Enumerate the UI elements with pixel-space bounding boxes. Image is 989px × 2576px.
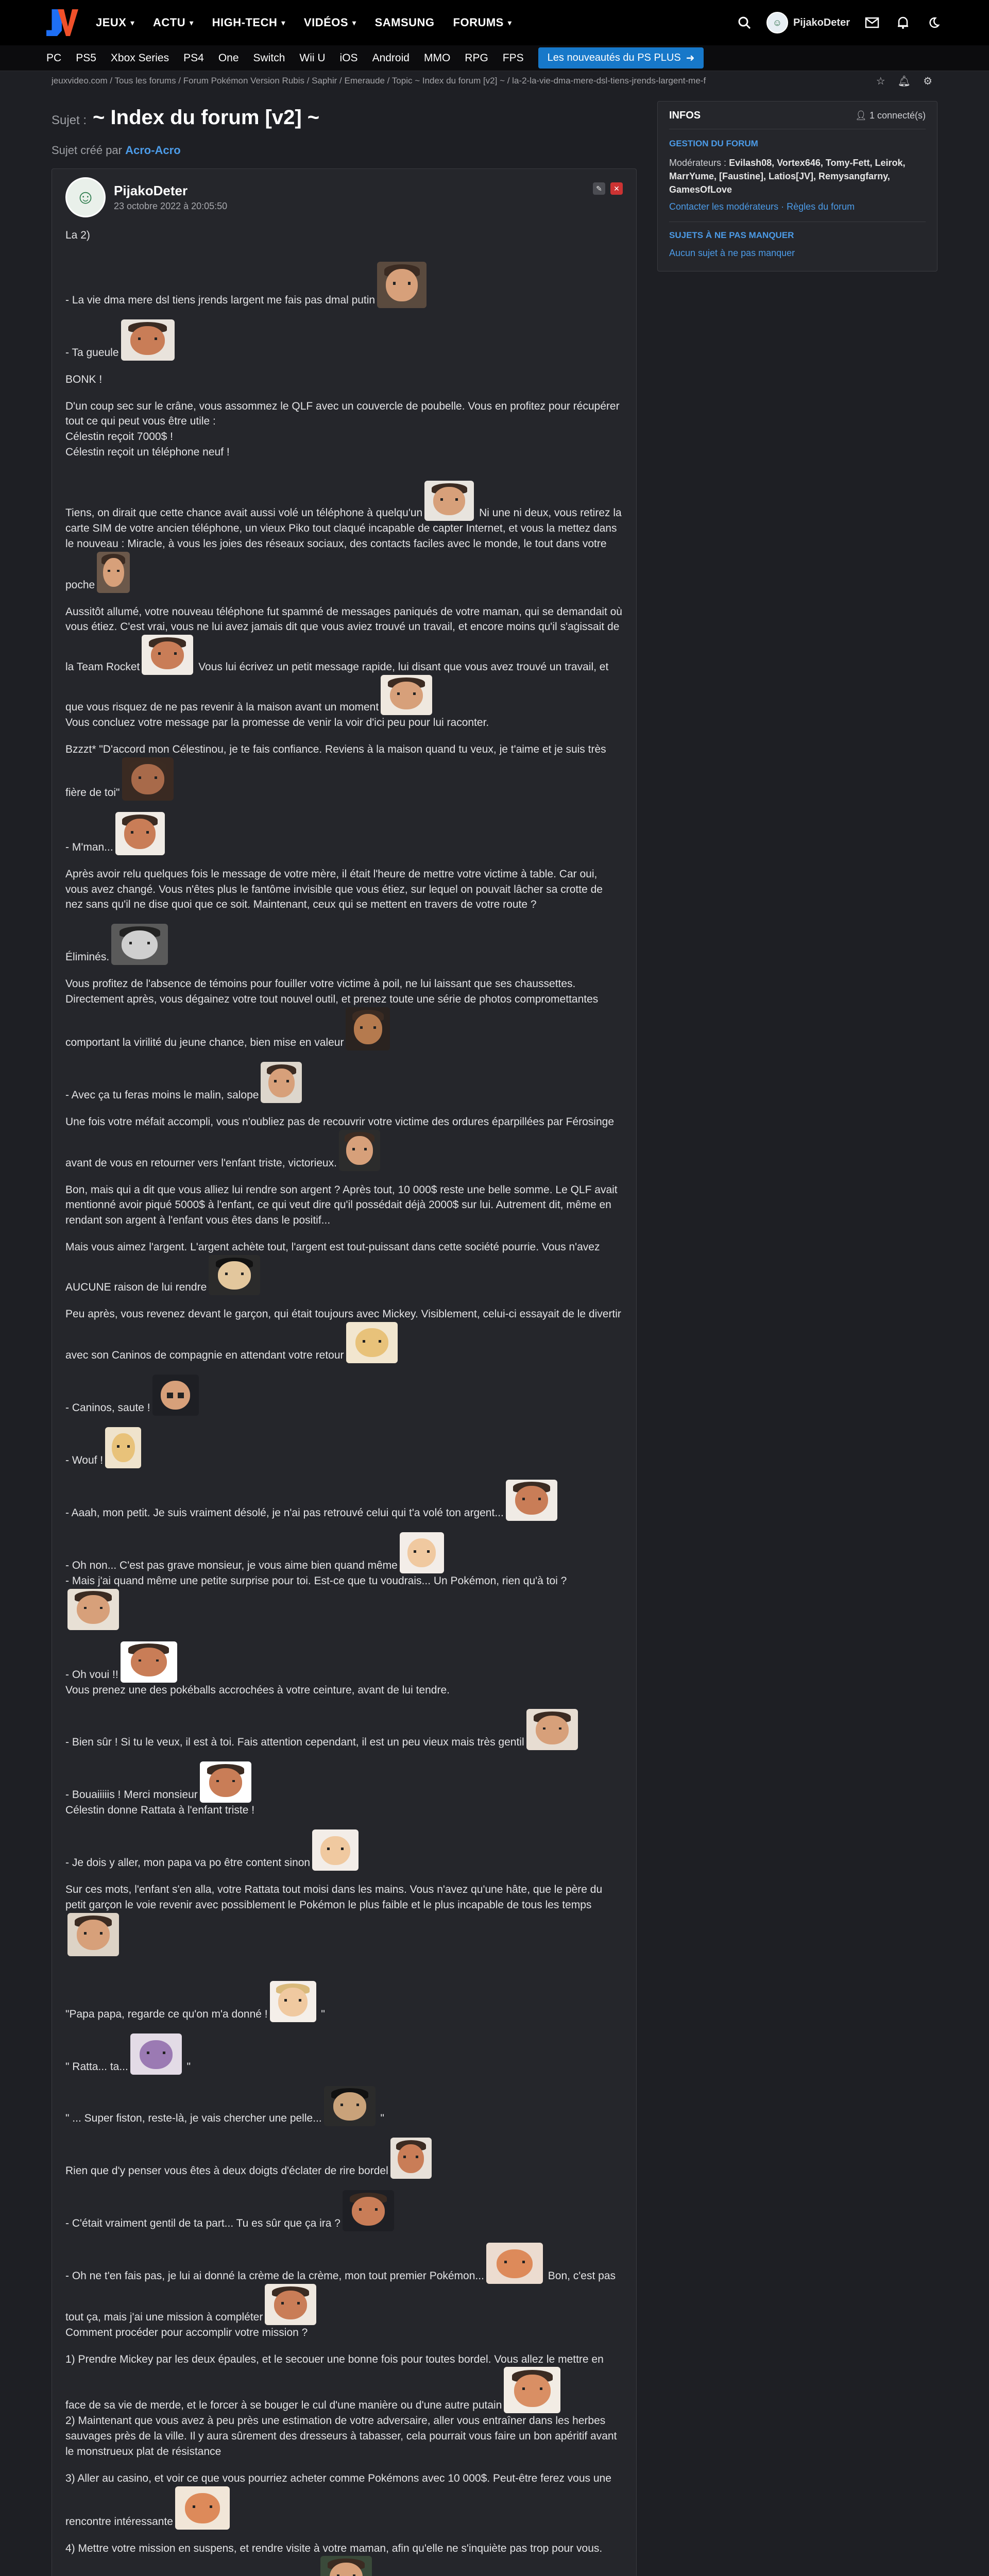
post-line: - C'était vraiment gentil de ta part... Tu es sûr que ça ira ? — [65, 2190, 623, 2231]
delete-icon[interactable]: ✕ — [610, 182, 623, 195]
post-line: Vous concluez votre message par la promesse de venir la voir d'ici peu pour lui raconter. — [65, 717, 489, 729]
top-navbar — [0, 0, 989, 45]
post-line: - Oh voui !! — [65, 1641, 623, 1683]
post-line: - Aaah, mon petit. Je suis vraiment désolé, je n'ai pas retrouvé celui qui t'a volé ton argent... — [65, 1480, 623, 1521]
ps-plus-promo-label: Les nouveautés du PS PLUS — [547, 52, 681, 63]
sticker-image — [424, 481, 474, 521]
moderators-list: Modérateurs : Evilash08, Vortex646, Tomy-Fett, Leirok, MarrYume, [Faustine], Latios[JV], Remysangfarny, GamesOfLove — [669, 158, 906, 195]
forum-management-heading: GESTION DU FORUM — [669, 139, 758, 148]
post-line: Bon, mais qui a dit que vous alliez lui rendre son argent ? Après tout, 10 000$ reste une belle somme. Le QLF avait mentionné avoir piqué 5000$ à l'enfant, ce qui veut dire qu'il possédait déjà 2000$ sur lui. Autrement dit, même en rendant son argent à l'enfant vous êtes dans le positif... — [65, 1183, 618, 1227]
post-line: Sur ces mots, l'enfant s'en alla, votre Rattata tout moisi dans les mains. Vous n'avez qu'une hâte, que le père du petit garçon le voie revenir avec possiblement le Pokémon le plus faible et le plus incapable de tous les temps — [65, 1882, 623, 1956]
sticker-image — [261, 1062, 302, 1103]
created-by-user[interactable]: Acro-Acro — [125, 144, 181, 157]
post-line: - La vie dma mere dsl tiens jrends largent me fais pas dmal putin — [65, 262, 623, 308]
post-line: - Bouaiiiiis ! Merci monsieur — [65, 1761, 623, 1803]
edit-icon[interactable]: ✎ — [593, 182, 605, 195]
platform-navbar — [0, 45, 989, 71]
sticker-image — [152, 1375, 199, 1416]
chevron-down-icon: ▾ — [130, 18, 135, 27]
arrow-right-icon: ➜ — [686, 53, 695, 64]
post-line: Célestin reçoit 7000$ ! — [65, 431, 173, 443]
post-line: 3) Aller au casino, et voir ce que vous pourriez acheter comme Pokémons avec 10 000$. Peut-être ferez vous une rencontre intéressante — [65, 2471, 623, 2530]
post-author[interactable]: PijakoDeter — [114, 183, 188, 198]
platform-android[interactable]: Android — [372, 52, 410, 64]
chevron-down-icon: ▾ — [190, 18, 194, 27]
nav-actu[interactable]: ACTU ▾ — [153, 16, 194, 29]
sticker-image — [526, 1709, 578, 1750]
post-body — [65, 228, 623, 2576]
platform-pc[interactable]: PC — [46, 52, 62, 64]
post-line: Peu après, vous revenez devant le garçon, qui était toujours avec Mickey. Visiblement, celui-ci essayait de le divertir avec son Caninos de compagnie en attendant votre retour — [65, 1307, 623, 1363]
breadcrumb-row — [0, 71, 989, 91]
post-line: Célestin donne Rattata à l'enfant triste ! — [65, 1804, 255, 1817]
sidebar — [657, 101, 937, 272]
platform-xbox-series[interactable]: Xbox Series — [110, 52, 169, 64]
post-line: D'un coup sec sur le crâne, vous assommez le QLF avec un couvercle de poubelle. Vous en profitez pour récupérer tout ce qui peut vous être utile : — [65, 400, 620, 428]
must-see-empty: Aucun sujet à ne pas manquer — [669, 248, 795, 259]
topic-title-row — [52, 106, 637, 129]
platform-ps5[interactable]: PS5 — [76, 52, 96, 64]
post-line: - Oh ne t'en fais pas, je lui ai donné la crème de la crème, mon tout premier Pokémon... Bon, c'est pas tout ça, mais j'ai une mission à compléter — [65, 2243, 623, 2325]
post-line: Mais vous aimez l'argent. L'argent achète tout, l'argent est tout-puissant dans cette société pourrie. Vous n'avez AUCUNE raison de lui rendre — [65, 1240, 623, 1295]
nav-samsung[interactable]: SAMSUNG — [374, 16, 435, 29]
sticker-image — [67, 1913, 119, 1956]
subject-label: Sujet : — [52, 113, 87, 127]
platform-ps4[interactable]: PS4 — [183, 52, 204, 64]
platform-one[interactable]: One — [218, 52, 239, 64]
sticker-image — [122, 757, 174, 801]
nav-jeux[interactable]: JEUX ▾ — [96, 16, 135, 29]
post-line: Vous prenez une des pokéballs accrochées à votre ceinture, avant de lui tendre. — [65, 1684, 450, 1696]
sticker-image — [200, 1761, 251, 1803]
platform-fps[interactable]: FPS — [502, 52, 524, 64]
chevron-down-icon: ▾ — [352, 18, 356, 27]
nav-videos[interactable]: VIDÉOS ▾ — [303, 16, 356, 29]
breadcrumb[interactable]: jeuxvideo.com / Tous les forums / Forum Pokémon Version Rubis / Saphir / Emeraude / Topic ~ Index du forum [v2] ~ / la-2-la-vie-dma-mere-dsl-tiens-jrends-largent-me-f — [52, 76, 706, 86]
post-line: Tiens, on dirait que cette chance avait aussi volé un téléphone à quelqu'un Ni une ni deux, vous retirez la carte SIM de votre ancien téléphone, un vieux Piko tout claqué incapable de capter Internet, et vous la mettez dans le nouveau : Miracle, à vous les joies des réseaux sociaux, des contacts faciles avec le monde, le tout dans votre poche — [65, 481, 623, 593]
infos-panel — [657, 101, 937, 272]
post-line: BONK ! — [65, 373, 103, 385]
sticker-image — [506, 1480, 557, 1521]
post-line: La 2) — [65, 229, 90, 241]
sticker-image — [67, 1589, 119, 1630]
topic-main — [52, 91, 637, 2576]
chevron-down-icon: ▾ — [281, 18, 285, 27]
post-line: 2) Maintenant que vous avez à peu près une estimation de votre adversaire, aller vous entraîner dans les herbes sauvages près de la ville. Il y aura sûrement des dresseurs à tabasser, cela pourrait vous faire un bon apéritif avant le monstrueux plat de résistance — [65, 2415, 617, 2458]
infos-title: INFOS — [669, 110, 701, 121]
post-line: Vous profitez de l'absence de témoins pour fouiller votre victime à poil, ne lui laissant que ses chaussettes. Directement après, vous dégainez votre tout nouvel outil, et prenez toute une série de photos compromettantes comportant la virilité du jeune chance, bien mise en valeur — [65, 976, 623, 1050]
sticker-image — [324, 2086, 376, 2126]
sticker-image — [312, 1829, 359, 1871]
post-line: Aussitôt allumé, votre nouveau téléphone fut spammé de messages paniqués de votre maman, qui se demandait où vous étiez. C'est vrai, vous ne lui avez jamais dit que vous aviez trouvé un travail, et encore moins qu'il s'agissait de la Team Rocket Vous lui écrivez un petit message rapide, lui disant que vous avez trouvé un travail, et que vous risquez de ne pas revenir à la maison avant un moment — [65, 604, 623, 716]
sticker-image — [111, 924, 168, 965]
post-line: Après avoir relu quelques fois le message de votre mère, il était l'heure de mettre votre victime à table. Car oui, vous avez changé. Vous n'êtes plus le fantôme invisible que vous étiez, sur lequel on pouvait lâcher sa crotte de nez sans qu'il ne dise quoi que ce soit. Maintenant, ceux qui se mettent en travers de votre route ? — [65, 868, 603, 911]
post-line: - Je dois y aller, mon papa va po être content sinon — [65, 1829, 623, 1871]
sticker-image — [142, 635, 193, 675]
post-line: - M'man... — [65, 812, 623, 855]
post-line: Éliminés. — [65, 924, 623, 965]
post-line: - Wouf ! — [65, 1427, 623, 1468]
sticker-image — [115, 812, 165, 855]
users-icon: 👤︎ — [855, 110, 869, 121]
sticker-image — [504, 2367, 560, 2413]
sticker-image — [339, 1130, 380, 1171]
platform-wii-u[interactable]: Wii U — [299, 52, 326, 64]
post-line: - Avec ça tu feras moins le malin, salope — [65, 1062, 623, 1103]
post-line: " ... Super fiston, reste-là, je vais chercher une pelle... " — [65, 2086, 623, 2126]
post-line: Bzzzt* "D'accord mon Célestinou, je te fais confiance. Reviens à la maison quand tu veux, je t'aime et je suis très fière de toi" — [65, 742, 623, 801]
bell-icon[interactable]: 🔔︎ — [897, 75, 911, 87]
post-line: - Caninos, saute ! — [65, 1375, 623, 1416]
user-menu[interactable] — [766, 12, 850, 33]
sticker-image — [486, 2243, 543, 2284]
sticker-image — [121, 319, 175, 361]
post-line: - Bien sûr ! Si tu le veux, il est à toi. Fais attention cependant, il est un peu vieux mais très gentil — [65, 1709, 623, 1750]
post-date[interactable]: 23 octobre 2022 à 20:05:50 — [114, 201, 228, 211]
sticker-image — [175, 2486, 230, 2530]
platform-ios[interactable]: iOS — [339, 52, 358, 64]
platform-rpg[interactable]: RPG — [465, 52, 488, 64]
platform-switch[interactable]: Switch — [253, 52, 285, 64]
sticker-image — [105, 1427, 141, 1468]
gear-icon[interactable]: ⚙ — [923, 75, 932, 87]
sticker-image — [209, 1255, 260, 1295]
sticker-image — [97, 552, 130, 593]
ps-plus-promo-button[interactable] — [538, 47, 704, 69]
nav-forums[interactable]: FORUMS ▾ — [453, 16, 512, 29]
platform-mmo[interactable]: MMO — [423, 52, 451, 64]
sticker-image — [390, 2138, 432, 2179]
page-title: ~ Index du forum [v2] ~ — [93, 106, 320, 129]
avatar[interactable]: ☺ — [65, 177, 106, 217]
bell-icon[interactable] — [894, 14, 912, 31]
created-by — [52, 144, 637, 157]
sticker-image — [320, 2556, 372, 2576]
sticker-image — [121, 1641, 177, 1683]
username: PijakoDeter — [793, 16, 850, 28]
chevron-down-icon: ▾ — [507, 18, 512, 27]
dark-mode-icon[interactable] — [925, 14, 943, 31]
search-icon[interactable] — [736, 14, 753, 31]
sticker-image — [346, 1007, 390, 1050]
sticker-image — [270, 1981, 316, 2022]
sticker-image — [377, 262, 427, 308]
avatar: ☺ — [766, 12, 788, 33]
sticker-image — [346, 1322, 398, 1363]
post-line: 4) Mettre votre mission en suspens, et rendre visite à votre maman, afin qu'elle ne s'inquiète pas trop pour vous. — [65, 2541, 623, 2576]
sticker-image — [265, 2284, 316, 2325]
post-line: 1) Prendre Mickey par les deux épaules, et le secouer une bonne fois pour toutes bordel. Vous allez le mettre en face de sa vie de merde, et le forcer à se bouger le cul d'une manière ou d'une autre putain — [65, 2352, 623, 2414]
must-see-heading: SUJETS À NE PAS MANQUER — [669, 222, 926, 241]
star-icon[interactable]: ☆ — [876, 75, 885, 87]
sticker-image — [381, 675, 432, 715]
post-line: Une fois votre méfait accompli, vous n'oubliez pas de recouvrir votre victime des ordures éparpillées par Férosinge avant de vous en retourner vers l'enfant triste, victorieux. — [65, 1114, 623, 1171]
contact-moderators-link[interactable]: Contacter les modérateurs · Règles du forum — [669, 201, 855, 212]
post-line: Célestin reçoit un téléphone neuf ! — [65, 446, 230, 459]
nav-high-tech[interactable]: HIGH-TECH ▾ — [212, 16, 285, 29]
forum-post — [52, 168, 637, 2576]
sticker-image — [343, 2190, 394, 2231]
sticker-image — [130, 2033, 182, 2075]
post-line: - Ta gueule — [65, 319, 623, 361]
mail-icon[interactable] — [863, 14, 881, 31]
post-line: Rien que d'y penser vous êtes à deux doigts d'éclater de rire bordel — [65, 2138, 623, 2179]
sticker-image — [400, 1532, 444, 1573]
post-line: " Ratta... ta... " — [65, 2033, 623, 2075]
post-line: Comment procéder pour accomplir votre mission ? — [65, 2326, 308, 2338]
jv-logo[interactable] — [46, 7, 77, 38]
post-line: - Mais j'ai quand même une petite surprise pour toi. Est-ce que tu voudrais... Un Pokémon, rien qu'à toi ? — [65, 1573, 623, 1630]
created-by-label: Sujet créé par — [52, 144, 122, 157]
connected-count: 👤︎ 1 connecté(s) — [855, 110, 926, 121]
post-line: - Oh non... C'est pas grave monsieur, je vous aime bien quand même — [65, 1532, 623, 1573]
post-line: "Papa papa, regarde ce qu'on m'a donné ! " — [65, 1981, 623, 2022]
post-header — [65, 177, 623, 217]
